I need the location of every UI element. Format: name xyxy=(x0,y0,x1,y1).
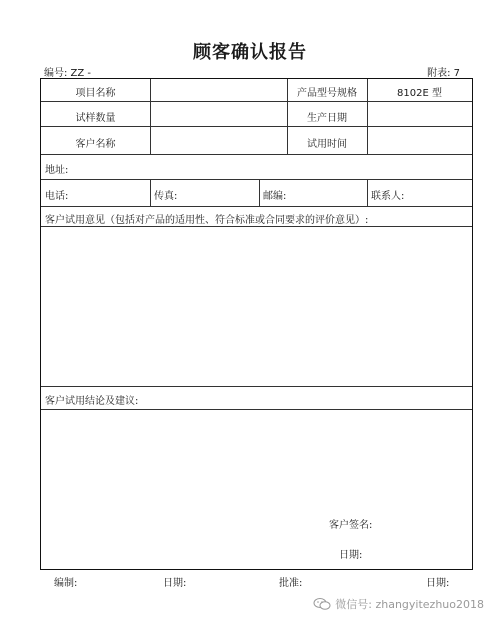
row-divider xyxy=(41,409,472,410)
contact-label: 联系人: xyxy=(371,191,405,202)
attachment-number: 附表: 7 xyxy=(427,68,460,79)
zip-label: 邮编: xyxy=(263,191,287,202)
approved-date-label: 日期: xyxy=(426,578,450,589)
trial-time-label: 试用时间 xyxy=(307,139,347,150)
customer-name-label: 客户名称 xyxy=(75,139,116,150)
approved-by-label: 批准: xyxy=(279,578,303,589)
col-divider xyxy=(150,79,151,154)
opinion-label: 客户试用意见（包括对产品的适用性、符合标准或合同要求的评价意见）: xyxy=(45,215,369,226)
customer-signature-label: 客户签名: xyxy=(329,520,373,531)
signature-date-label: 日期: xyxy=(339,550,363,561)
fax-label: 传真: xyxy=(154,191,178,202)
row-divider xyxy=(41,179,472,180)
row-divider xyxy=(41,101,472,102)
document-title: 顾客确认报告 xyxy=(193,42,307,63)
confirmation-form xyxy=(40,78,473,570)
col-divider xyxy=(259,179,260,206)
prepared-by-label: 编制: xyxy=(54,578,78,589)
sample-qty-label: 试样数量 xyxy=(75,113,116,124)
address-label: 地址: xyxy=(45,165,69,176)
phone-label: 电话: xyxy=(45,191,69,202)
model-spec-label: 产品型号规格 xyxy=(297,88,357,99)
item-name-label: 项目名称 xyxy=(75,88,116,99)
watermark-text: 微信号: zhangyitezhuo2018 xyxy=(335,598,484,611)
conclusion-label: 客户试用结论及建议: xyxy=(45,396,139,407)
row-divider xyxy=(41,154,472,155)
col-divider xyxy=(367,179,368,206)
model-spec-value: 8102E 型 xyxy=(397,88,442,99)
row-divider xyxy=(41,386,472,387)
row-divider xyxy=(41,126,472,127)
production-date-label: 生产日期 xyxy=(307,113,347,124)
row-divider xyxy=(41,226,472,227)
document-number: 编号: ZZ - xyxy=(44,68,92,79)
row-divider xyxy=(41,206,472,207)
watermark xyxy=(313,596,484,612)
wechat-icon xyxy=(313,597,331,611)
prepared-date-label: 日期: xyxy=(163,578,187,589)
col-divider xyxy=(150,179,151,206)
